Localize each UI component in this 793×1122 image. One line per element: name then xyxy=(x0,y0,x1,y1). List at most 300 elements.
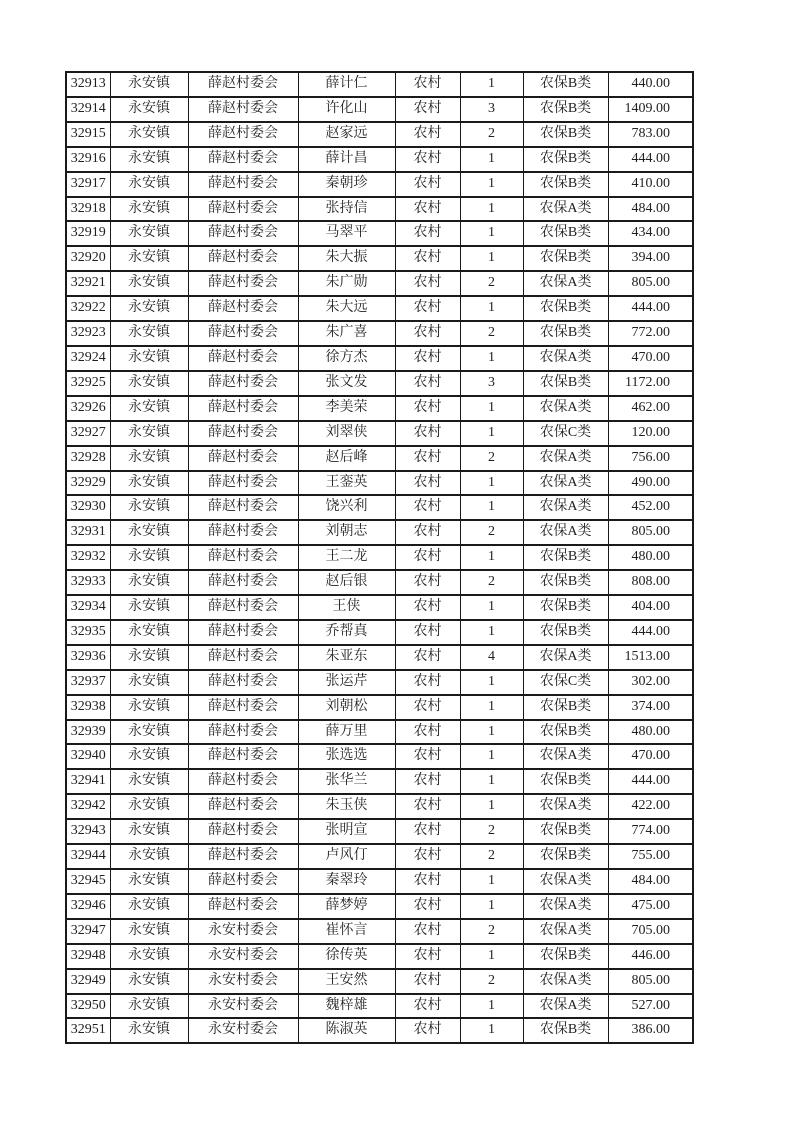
table-row xyxy=(66,371,693,396)
insurance-category-cell: 农保B类 xyxy=(523,296,608,321)
amount-cell: 386.00 xyxy=(608,1018,693,1043)
serial-number-cell: 32929 xyxy=(66,471,110,496)
serial-number-cell: 32942 xyxy=(66,794,110,819)
benefits-table xyxy=(65,71,694,1044)
amount-cell: 404.00 xyxy=(608,595,693,620)
village-committee-cell: 薛赵村委会 xyxy=(188,720,298,745)
person-count-cell: 1 xyxy=(460,396,523,421)
person-name-cell: 张运芹 xyxy=(298,670,395,695)
serial-number-cell: 32950 xyxy=(66,994,110,1019)
village-committee-cell: 薛赵村委会 xyxy=(188,471,298,496)
area-type-cell: 农村 xyxy=(395,147,460,172)
town-cell: 永安镇 xyxy=(110,645,188,670)
amount-cell: 1172.00 xyxy=(608,371,693,396)
person-count-cell: 1 xyxy=(460,197,523,222)
town-cell: 永安镇 xyxy=(110,944,188,969)
serial-number-cell: 32940 xyxy=(66,744,110,769)
serial-number-cell: 32945 xyxy=(66,869,110,894)
table-row xyxy=(66,346,693,371)
table-row xyxy=(66,919,693,944)
person-name-cell: 李美荣 xyxy=(298,396,395,421)
insurance-category-cell: 农保B类 xyxy=(523,147,608,172)
town-cell: 永安镇 xyxy=(110,520,188,545)
area-type-cell: 农村 xyxy=(395,595,460,620)
area-type-cell: 农村 xyxy=(395,421,460,446)
serial-number-cell: 32949 xyxy=(66,969,110,994)
insurance-category-cell: 农保A类 xyxy=(523,969,608,994)
table-row xyxy=(66,545,693,570)
person-count-cell: 1 xyxy=(460,221,523,246)
area-type-cell: 农村 xyxy=(395,471,460,496)
village-committee-cell: 薛赵村委会 xyxy=(188,869,298,894)
town-cell: 永安镇 xyxy=(110,72,188,97)
area-type-cell: 农村 xyxy=(395,396,460,421)
table-row xyxy=(66,620,693,645)
town-cell: 永安镇 xyxy=(110,396,188,421)
town-cell: 永安镇 xyxy=(110,570,188,595)
person-name-cell: 薛万里 xyxy=(298,720,395,745)
amount-cell: 374.00 xyxy=(608,695,693,720)
village-committee-cell: 薛赵村委会 xyxy=(188,620,298,645)
town-cell: 永安镇 xyxy=(110,271,188,296)
village-committee-cell: 薛赵村委会 xyxy=(188,72,298,97)
insurance-category-cell: 农保A类 xyxy=(523,994,608,1019)
town-cell: 永安镇 xyxy=(110,446,188,471)
insurance-category-cell: 农保B类 xyxy=(523,844,608,869)
area-type-cell: 农村 xyxy=(395,645,460,670)
amount-cell: 805.00 xyxy=(608,969,693,994)
area-type-cell: 农村 xyxy=(395,246,460,271)
town-cell: 永安镇 xyxy=(110,794,188,819)
person-count-cell: 1 xyxy=(460,620,523,645)
person-count-cell: 1 xyxy=(460,869,523,894)
person-name-cell: 朱亚东 xyxy=(298,645,395,670)
area-type-cell: 农村 xyxy=(395,446,460,471)
area-type-cell: 农村 xyxy=(395,197,460,222)
amount-cell: 756.00 xyxy=(608,446,693,471)
town-cell: 永安镇 xyxy=(110,595,188,620)
table-row xyxy=(66,72,693,97)
town-cell: 永安镇 xyxy=(110,994,188,1019)
town-cell: 永安镇 xyxy=(110,919,188,944)
person-name-cell: 徐传英 xyxy=(298,944,395,969)
serial-number-cell: 32919 xyxy=(66,221,110,246)
village-committee-cell: 薛赵村委会 xyxy=(188,172,298,197)
town-cell: 永安镇 xyxy=(110,869,188,894)
town-cell: 永安镇 xyxy=(110,346,188,371)
area-type-cell: 农村 xyxy=(395,346,460,371)
amount-cell: 475.00 xyxy=(608,894,693,919)
insurance-category-cell: 农保A类 xyxy=(523,471,608,496)
serial-number-cell: 32936 xyxy=(66,645,110,670)
person-name-cell: 秦朝珍 xyxy=(298,172,395,197)
serial-number-cell: 32931 xyxy=(66,520,110,545)
table-row xyxy=(66,97,693,122)
village-committee-cell: 薛赵村委会 xyxy=(188,246,298,271)
person-name-cell: 许化山 xyxy=(298,97,395,122)
person-name-cell: 张明宣 xyxy=(298,819,395,844)
town-cell: 永安镇 xyxy=(110,495,188,520)
person-name-cell: 朱广勋 xyxy=(298,271,395,296)
insurance-category-cell: 农保A类 xyxy=(523,794,608,819)
table-row xyxy=(66,221,693,246)
serial-number-cell: 32941 xyxy=(66,769,110,794)
person-count-cell: 2 xyxy=(460,969,523,994)
table-row xyxy=(66,246,693,271)
table-row xyxy=(66,819,693,844)
person-count-cell: 3 xyxy=(460,371,523,396)
town-cell: 永安镇 xyxy=(110,321,188,346)
person-name-cell: 卢风仃 xyxy=(298,844,395,869)
person-count-cell: 3 xyxy=(460,97,523,122)
serial-number-cell: 32926 xyxy=(66,396,110,421)
area-type-cell: 农村 xyxy=(395,172,460,197)
serial-number-cell: 32928 xyxy=(66,446,110,471)
amount-cell: 808.00 xyxy=(608,570,693,595)
town-cell: 永安镇 xyxy=(110,620,188,645)
town-cell: 永安镇 xyxy=(110,147,188,172)
serial-number-cell: 32918 xyxy=(66,197,110,222)
insurance-category-cell: 农保C类 xyxy=(523,670,608,695)
village-committee-cell: 永安村委会 xyxy=(188,919,298,944)
serial-number-cell: 32924 xyxy=(66,346,110,371)
amount-cell: 452.00 xyxy=(608,495,693,520)
person-name-cell: 王安然 xyxy=(298,969,395,994)
insurance-category-cell: 农保C类 xyxy=(523,421,608,446)
person-name-cell: 秦翠玲 xyxy=(298,869,395,894)
area-type-cell: 农村 xyxy=(395,819,460,844)
table-row xyxy=(66,172,693,197)
village-committee-cell: 薛赵村委会 xyxy=(188,744,298,769)
village-committee-cell: 薛赵村委会 xyxy=(188,97,298,122)
person-count-cell: 1 xyxy=(460,769,523,794)
area-type-cell: 农村 xyxy=(395,570,460,595)
town-cell: 永安镇 xyxy=(110,122,188,147)
serial-number-cell: 32920 xyxy=(66,246,110,271)
amount-cell: 527.00 xyxy=(608,994,693,1019)
person-count-cell: 2 xyxy=(460,819,523,844)
insurance-category-cell: 农保B类 xyxy=(523,620,608,645)
person-count-cell: 2 xyxy=(460,122,523,147)
area-type-cell: 农村 xyxy=(395,720,460,745)
amount-cell: 434.00 xyxy=(608,221,693,246)
person-name-cell: 薛计仁 xyxy=(298,72,395,97)
serial-number-cell: 32916 xyxy=(66,147,110,172)
village-committee-cell: 薛赵村委会 xyxy=(188,446,298,471)
area-type-cell: 农村 xyxy=(395,969,460,994)
serial-number-cell: 32917 xyxy=(66,172,110,197)
serial-number-cell: 32923 xyxy=(66,321,110,346)
person-name-cell: 朱广喜 xyxy=(298,321,395,346)
area-type-cell: 农村 xyxy=(395,221,460,246)
table-row xyxy=(66,720,693,745)
table-row xyxy=(66,844,693,869)
insurance-category-cell: 农保A类 xyxy=(523,645,608,670)
person-count-cell: 1 xyxy=(460,296,523,321)
village-committee-cell: 薛赵村委会 xyxy=(188,894,298,919)
area-type-cell: 农村 xyxy=(395,620,460,645)
insurance-category-cell: 农保B类 xyxy=(523,246,608,271)
person-name-cell: 赵后银 xyxy=(298,570,395,595)
person-count-cell: 1 xyxy=(460,744,523,769)
table-row xyxy=(66,570,693,595)
table-row xyxy=(66,744,693,769)
town-cell: 永安镇 xyxy=(110,545,188,570)
area-type-cell: 农村 xyxy=(395,122,460,147)
person-count-cell: 1 xyxy=(460,1018,523,1043)
table-row xyxy=(66,894,693,919)
table-row xyxy=(66,769,693,794)
table-row xyxy=(66,296,693,321)
person-name-cell: 陈淑英 xyxy=(298,1018,395,1043)
person-name-cell: 张华兰 xyxy=(298,769,395,794)
serial-number-cell: 32913 xyxy=(66,72,110,97)
village-committee-cell: 薛赵村委会 xyxy=(188,819,298,844)
table-row xyxy=(66,994,693,1019)
village-committee-cell: 薛赵村委会 xyxy=(188,545,298,570)
village-committee-cell: 薛赵村委会 xyxy=(188,794,298,819)
village-committee-cell: 薛赵村委会 xyxy=(188,371,298,396)
area-type-cell: 农村 xyxy=(395,371,460,396)
person-name-cell: 朱大振 xyxy=(298,246,395,271)
amount-cell: 490.00 xyxy=(608,471,693,496)
table-row xyxy=(66,396,693,421)
amount-cell: 302.00 xyxy=(608,670,693,695)
town-cell: 永安镇 xyxy=(110,296,188,321)
amount-cell: 444.00 xyxy=(608,620,693,645)
amount-cell: 480.00 xyxy=(608,545,693,570)
person-name-cell: 赵后峰 xyxy=(298,446,395,471)
person-count-cell: 1 xyxy=(460,670,523,695)
person-name-cell: 乔帮真 xyxy=(298,620,395,645)
area-type-cell: 农村 xyxy=(395,321,460,346)
table-row xyxy=(66,122,693,147)
amount-cell: 1409.00 xyxy=(608,97,693,122)
table-row xyxy=(66,670,693,695)
table-row xyxy=(66,520,693,545)
person-count-cell: 1 xyxy=(460,495,523,520)
area-type-cell: 农村 xyxy=(395,271,460,296)
serial-number-cell: 32927 xyxy=(66,421,110,446)
insurance-category-cell: 农保A类 xyxy=(523,919,608,944)
insurance-category-cell: 农保B类 xyxy=(523,321,608,346)
village-committee-cell: 薛赵村委会 xyxy=(188,122,298,147)
insurance-category-cell: 农保B类 xyxy=(523,97,608,122)
person-name-cell: 王銮英 xyxy=(298,471,395,496)
town-cell: 永安镇 xyxy=(110,221,188,246)
person-count-cell: 2 xyxy=(460,844,523,869)
table-row xyxy=(66,645,693,670)
serial-number-cell: 32948 xyxy=(66,944,110,969)
amount-cell: 470.00 xyxy=(608,744,693,769)
village-committee-cell: 永安村委会 xyxy=(188,969,298,994)
village-committee-cell: 薛赵村委会 xyxy=(188,695,298,720)
person-count-cell: 2 xyxy=(460,570,523,595)
insurance-category-cell: 农保B类 xyxy=(523,545,608,570)
amount-cell: 440.00 xyxy=(608,72,693,97)
amount-cell: 783.00 xyxy=(608,122,693,147)
area-type-cell: 农村 xyxy=(395,869,460,894)
serial-number-cell: 32925 xyxy=(66,371,110,396)
village-committee-cell: 薛赵村委会 xyxy=(188,844,298,869)
person-name-cell: 刘翠侠 xyxy=(298,421,395,446)
person-count-cell: 1 xyxy=(460,421,523,446)
person-name-cell: 薛梦婷 xyxy=(298,894,395,919)
town-cell: 永安镇 xyxy=(110,720,188,745)
person-count-cell: 1 xyxy=(460,595,523,620)
person-name-cell: 徐方杰 xyxy=(298,346,395,371)
person-name-cell: 刘朝松 xyxy=(298,695,395,720)
insurance-category-cell: 农保A类 xyxy=(523,346,608,371)
serial-number-cell: 32938 xyxy=(66,695,110,720)
serial-number-cell: 32932 xyxy=(66,545,110,570)
insurance-category-cell: 农保A类 xyxy=(523,520,608,545)
village-committee-cell: 薛赵村委会 xyxy=(188,645,298,670)
amount-cell: 444.00 xyxy=(608,296,693,321)
village-committee-cell: 薛赵村委会 xyxy=(188,271,298,296)
insurance-category-cell: 农保A类 xyxy=(523,271,608,296)
amount-cell: 470.00 xyxy=(608,346,693,371)
person-count-cell: 1 xyxy=(460,794,523,819)
person-name-cell: 张文发 xyxy=(298,371,395,396)
insurance-category-cell: 农保A类 xyxy=(523,446,608,471)
person-count-cell: 1 xyxy=(460,545,523,570)
serial-number-cell: 32922 xyxy=(66,296,110,321)
village-committee-cell: 薛赵村委会 xyxy=(188,495,298,520)
insurance-category-cell: 农保B类 xyxy=(523,720,608,745)
serial-number-cell: 32933 xyxy=(66,570,110,595)
insurance-category-cell: 农保B类 xyxy=(523,769,608,794)
amount-cell: 462.00 xyxy=(608,396,693,421)
amount-cell: 484.00 xyxy=(608,869,693,894)
insurance-category-cell: 农保B类 xyxy=(523,371,608,396)
person-count-cell: 1 xyxy=(460,471,523,496)
person-name-cell: 王二龙 xyxy=(298,545,395,570)
village-committee-cell: 薛赵村委会 xyxy=(188,296,298,321)
area-type-cell: 农村 xyxy=(395,1018,460,1043)
village-committee-cell: 薛赵村委会 xyxy=(188,421,298,446)
person-name-cell: 张选选 xyxy=(298,744,395,769)
table-row xyxy=(66,471,693,496)
serial-number-cell: 32930 xyxy=(66,495,110,520)
town-cell: 永安镇 xyxy=(110,172,188,197)
area-type-cell: 农村 xyxy=(395,545,460,570)
person-name-cell: 刘朝志 xyxy=(298,520,395,545)
person-name-cell: 魏梓雄 xyxy=(298,994,395,1019)
amount-cell: 444.00 xyxy=(608,147,693,172)
area-type-cell: 农村 xyxy=(395,72,460,97)
village-committee-cell: 薛赵村委会 xyxy=(188,197,298,222)
table-row xyxy=(66,197,693,222)
table-row xyxy=(66,969,693,994)
insurance-category-cell: 农保B类 xyxy=(523,819,608,844)
serial-number-cell: 32943 xyxy=(66,819,110,844)
person-count-cell: 2 xyxy=(460,919,523,944)
insurance-category-cell: 农保B类 xyxy=(523,570,608,595)
person-count-cell: 2 xyxy=(460,520,523,545)
insurance-category-cell: 农保B类 xyxy=(523,221,608,246)
amount-cell: 480.00 xyxy=(608,720,693,745)
amount-cell: 1513.00 xyxy=(608,645,693,670)
area-type-cell: 农村 xyxy=(395,769,460,794)
table-row xyxy=(66,446,693,471)
serial-number-cell: 32935 xyxy=(66,620,110,645)
area-type-cell: 农村 xyxy=(395,994,460,1019)
village-committee-cell: 薛赵村委会 xyxy=(188,520,298,545)
table-row xyxy=(66,595,693,620)
town-cell: 永安镇 xyxy=(110,769,188,794)
serial-number-cell: 32921 xyxy=(66,271,110,296)
town-cell: 永安镇 xyxy=(110,894,188,919)
amount-cell: 394.00 xyxy=(608,246,693,271)
insurance-category-cell: 农保A类 xyxy=(523,894,608,919)
person-name-cell: 朱玉侠 xyxy=(298,794,395,819)
person-name-cell: 王侠 xyxy=(298,595,395,620)
amount-cell: 446.00 xyxy=(608,944,693,969)
insurance-category-cell: 农保B类 xyxy=(523,122,608,147)
town-cell: 永安镇 xyxy=(110,744,188,769)
town-cell: 永安镇 xyxy=(110,1018,188,1043)
area-type-cell: 农村 xyxy=(395,296,460,321)
village-committee-cell: 薛赵村委会 xyxy=(188,769,298,794)
insurance-category-cell: 农保A类 xyxy=(523,197,608,222)
person-name-cell: 张持信 xyxy=(298,197,395,222)
serial-number-cell: 32951 xyxy=(66,1018,110,1043)
table-row xyxy=(66,321,693,346)
amount-cell: 774.00 xyxy=(608,819,693,844)
town-cell: 永安镇 xyxy=(110,969,188,994)
amount-cell: 755.00 xyxy=(608,844,693,869)
insurance-category-cell: 农保A类 xyxy=(523,495,608,520)
person-count-cell: 1 xyxy=(460,695,523,720)
insurance-category-cell: 农保B类 xyxy=(523,1018,608,1043)
amount-cell: 444.00 xyxy=(608,769,693,794)
village-committee-cell: 薛赵村委会 xyxy=(188,346,298,371)
table-row xyxy=(66,794,693,819)
person-count-cell: 1 xyxy=(460,894,523,919)
table-row xyxy=(66,421,693,446)
table-row xyxy=(66,944,693,969)
serial-number-cell: 32937 xyxy=(66,670,110,695)
amount-cell: 772.00 xyxy=(608,321,693,346)
table-row xyxy=(66,869,693,894)
village-committee-cell: 薛赵村委会 xyxy=(188,321,298,346)
area-type-cell: 农村 xyxy=(395,794,460,819)
serial-number-cell: 32934 xyxy=(66,595,110,620)
table-row xyxy=(66,271,693,296)
person-name-cell: 薛计昌 xyxy=(298,147,395,172)
area-type-cell: 农村 xyxy=(395,919,460,944)
village-committee-cell: 薛赵村委会 xyxy=(188,570,298,595)
area-type-cell: 农村 xyxy=(395,744,460,769)
area-type-cell: 农村 xyxy=(395,520,460,545)
person-name-cell: 崔怀言 xyxy=(298,919,395,944)
person-name-cell: 饶兴利 xyxy=(298,495,395,520)
person-count-cell: 1 xyxy=(460,72,523,97)
table-row xyxy=(66,1018,693,1043)
table-row xyxy=(66,695,693,720)
insurance-category-cell: 农保B类 xyxy=(523,944,608,969)
serial-number-cell: 32946 xyxy=(66,894,110,919)
insurance-category-cell: 农保A类 xyxy=(523,869,608,894)
amount-cell: 805.00 xyxy=(608,271,693,296)
town-cell: 永安镇 xyxy=(110,819,188,844)
person-count-cell: 2 xyxy=(460,446,523,471)
person-count-cell: 1 xyxy=(460,172,523,197)
town-cell: 永安镇 xyxy=(110,246,188,271)
person-count-cell: 1 xyxy=(460,720,523,745)
person-name-cell: 赵家远 xyxy=(298,122,395,147)
